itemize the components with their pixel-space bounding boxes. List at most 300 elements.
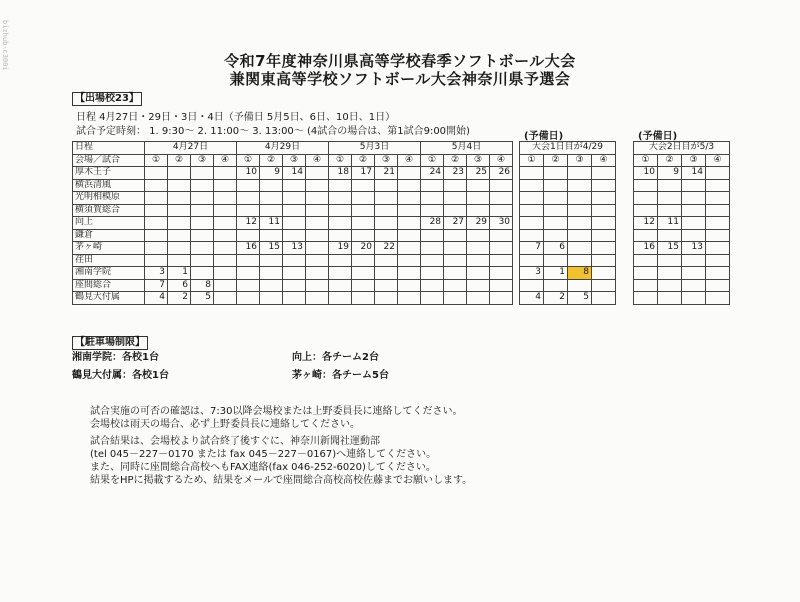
game-cell (421, 192, 444, 205)
table-row (73, 242, 513, 255)
game-cell (467, 267, 490, 280)
game-cell (168, 217, 191, 230)
game-mark: ② (444, 154, 467, 167)
game-cell (329, 179, 352, 192)
game-cell (490, 242, 513, 255)
game-cell (658, 279, 682, 292)
game-cell: 30 (490, 217, 513, 230)
game-cell (544, 217, 568, 230)
table-row (73, 254, 513, 267)
game-mark: ② (658, 154, 682, 167)
game-cell: 12 (634, 217, 658, 230)
game-cell (375, 217, 398, 230)
game-cell (421, 179, 444, 192)
game-cell (260, 254, 283, 267)
game-cell (260, 279, 283, 292)
game-cell (168, 167, 191, 180)
game-cell (352, 229, 375, 242)
game-cell (306, 192, 329, 205)
venue-name: 厚木王子 (73, 167, 145, 180)
game-cell: 21 (375, 167, 398, 180)
game-cell: 10 (237, 167, 260, 180)
game-cell: 1 (544, 267, 568, 280)
game-cell (682, 217, 706, 230)
table-row (73, 204, 513, 217)
game-cell (592, 254, 616, 267)
game-cell (490, 254, 513, 267)
parking-shonan: 湘南学院：各校1台 (72, 352, 159, 363)
game-cell (682, 204, 706, 217)
game-cell (706, 229, 730, 242)
game-cell (398, 217, 421, 230)
game-cell (375, 292, 398, 305)
game-cell (444, 229, 467, 242)
game-cell (283, 192, 306, 205)
game-cell (421, 204, 444, 217)
game-cell (592, 242, 616, 255)
game-mark: ④ (306, 154, 329, 167)
game-cell (398, 179, 421, 192)
game-cell (544, 254, 568, 267)
game-cell (329, 267, 352, 280)
game-cell: 22 (375, 242, 398, 255)
game-cell (682, 279, 706, 292)
game-cell (398, 292, 421, 305)
game-cell (237, 204, 260, 217)
game-cell (658, 229, 682, 242)
game-mark: ② (168, 154, 191, 167)
game-cell: 6 (544, 242, 568, 255)
game-mark: ① (421, 154, 444, 167)
game-cell: 10 (634, 167, 658, 180)
game-cell (145, 179, 168, 192)
game-cell (214, 267, 237, 280)
game-cell (490, 179, 513, 192)
game-cell: 8 (568, 267, 592, 280)
schedule-line: 日程 4月27日・29日・3日・4日（予備日 5月5日、6日、10日、1日） (76, 112, 396, 123)
table-row (73, 167, 513, 180)
game-cell (544, 204, 568, 217)
game-cell: 19 (329, 242, 352, 255)
game-mark: ③ (375, 154, 398, 167)
game-cell (214, 279, 237, 292)
venue-name: 鶴見大付属 (73, 292, 145, 305)
game-cell (634, 279, 658, 292)
table-row (520, 167, 616, 180)
game-cell: 28 (421, 217, 444, 230)
game-cell (592, 267, 616, 280)
game-cell: 11 (658, 217, 682, 230)
venue-name: 光明相模原 (73, 192, 145, 205)
date-header: 4月27日 (145, 142, 237, 155)
game-cell: 13 (283, 242, 306, 255)
venue-name: 横浜清風 (73, 179, 145, 192)
game-cell (306, 254, 329, 267)
game-cell: 27 (444, 217, 467, 230)
game-cell (520, 254, 544, 267)
table-row (634, 179, 730, 192)
table-row (73, 192, 513, 205)
game-cell: 2 (168, 292, 191, 305)
table-row (520, 267, 616, 280)
game-cell: 14 (682, 167, 706, 180)
game-cell (283, 204, 306, 217)
game-cell: 16 (237, 242, 260, 255)
game-cell (260, 179, 283, 192)
game-cell (568, 192, 592, 205)
game-cell (544, 192, 568, 205)
game-cell (682, 229, 706, 242)
game-cell (191, 192, 214, 205)
table-row (520, 229, 616, 242)
title-line-2: 兼関東高等学校ソフトボール大会神奈川県予選会 (229, 70, 571, 88)
game-cell (490, 267, 513, 280)
table-row (520, 279, 616, 292)
game-cell (592, 279, 616, 292)
note-line-6: 結果をHPに掲載するため、結果をメールで座間総合高校高校佐藤までお願いします。 (90, 475, 473, 486)
table-row (73, 279, 513, 292)
row-label-header: 日程 (73, 142, 145, 155)
game-cell (237, 267, 260, 280)
table-row (520, 217, 616, 230)
game-cell (260, 192, 283, 205)
game-cell (260, 292, 283, 305)
game-cell: 16 (634, 242, 658, 255)
note-line-5: また、同時に座間総合高校へもFAX連絡(fax 046-252-6020)してください。 (90, 462, 436, 473)
game-cell (520, 217, 544, 230)
venue-header: 会場／試合 (73, 154, 145, 167)
table-row (634, 229, 730, 242)
game-cell (634, 204, 658, 217)
game-cell (375, 204, 398, 217)
table-row (634, 192, 730, 205)
game-cell (329, 204, 352, 217)
game-cell: 24 (421, 167, 444, 180)
venue-name: 茅ヶ崎 (73, 242, 145, 255)
game-cell (214, 242, 237, 255)
note-line-3: 試合結果は、会場校より試合終了後すぐに、神奈川新聞社運動部 (90, 436, 380, 447)
game-cell (375, 279, 398, 292)
game-cell (283, 217, 306, 230)
game-mark: ② (352, 154, 375, 167)
table-row (520, 254, 616, 267)
table-row (634, 204, 730, 217)
game-cell (237, 292, 260, 305)
game-cell (467, 229, 490, 242)
table-row (73, 179, 513, 192)
game-cell (444, 267, 467, 280)
game-cell (191, 267, 214, 280)
table-row (634, 242, 730, 255)
game-cell (329, 229, 352, 242)
spare-day-label-2: (予備日) (638, 131, 678, 142)
game-cell (306, 292, 329, 305)
game-cell (421, 254, 444, 267)
table-row (520, 192, 616, 205)
game-cell (145, 167, 168, 180)
game-cell (168, 204, 191, 217)
game-cell (467, 242, 490, 255)
table-row (73, 292, 513, 305)
game-cell (191, 204, 214, 217)
game-cell: 4 (520, 292, 544, 305)
game-cell (490, 279, 513, 292)
game-cell (706, 279, 730, 292)
game-cell (237, 179, 260, 192)
game-cell (398, 204, 421, 217)
game-cell (398, 167, 421, 180)
game-cell (421, 242, 444, 255)
game-cell (568, 217, 592, 230)
game-cell (283, 179, 306, 192)
game-cell (168, 192, 191, 205)
game-cell (306, 179, 329, 192)
game-cell (214, 204, 237, 217)
game-cell (682, 179, 706, 192)
game-cell (352, 204, 375, 217)
game-cell (398, 242, 421, 255)
table-row (634, 217, 730, 230)
game-cell: 2 (544, 292, 568, 305)
game-cell (398, 229, 421, 242)
game-cell (682, 254, 706, 267)
game-cell (214, 167, 237, 180)
game-cell (375, 229, 398, 242)
game-cell (706, 267, 730, 280)
table-row (634, 254, 730, 267)
game-cell (329, 279, 352, 292)
table-row (520, 179, 616, 192)
title-line-1: 令和7年度神奈川県高等学校春季ソフトボール大会 (224, 52, 576, 70)
game-cell: 17 (352, 167, 375, 180)
participants-label: 【出場校23】 (72, 92, 142, 106)
venue-name: 鎌倉 (73, 229, 145, 242)
game-cell (706, 254, 730, 267)
game-cell: 7 (520, 242, 544, 255)
game-cell (568, 229, 592, 242)
game-cell: 5 (568, 292, 592, 305)
game-cell (421, 279, 444, 292)
game-cell (568, 254, 592, 267)
spare-date-header: 大会2日目が5/3 (634, 142, 730, 155)
game-cell (237, 192, 260, 205)
game-cell (214, 292, 237, 305)
game-cell (260, 204, 283, 217)
parking-label: 【駐車場制限】 (72, 336, 148, 350)
game-cell (467, 179, 490, 192)
game-cell: 9 (658, 167, 682, 180)
game-cell (544, 167, 568, 180)
game-cell: 26 (490, 167, 513, 180)
game-cell (145, 229, 168, 242)
game-cell (191, 179, 214, 192)
game-cell (145, 204, 168, 217)
game-cell: 4 (145, 292, 168, 305)
game-cell (421, 267, 444, 280)
game-cell: 3 (520, 267, 544, 280)
game-cell (444, 179, 467, 192)
spare-day-label-1: (予備日) (524, 131, 564, 142)
game-cell: 18 (329, 167, 352, 180)
game-cell (398, 267, 421, 280)
venue-name: 横須賀総合 (73, 204, 145, 217)
game-cell: 29 (467, 217, 490, 230)
game-cell (329, 292, 352, 305)
spare-date-header: 大会1日目が4/29 (520, 142, 616, 155)
spare-day-table-1 (519, 141, 616, 305)
game-cell (706, 292, 730, 305)
game-cell (658, 267, 682, 280)
game-cell (329, 217, 352, 230)
game-cell (168, 179, 191, 192)
game-cell: 5 (191, 292, 214, 305)
game-cell (568, 167, 592, 180)
game-mark: ④ (490, 154, 513, 167)
game-cell (682, 292, 706, 305)
game-cell: 23 (444, 167, 467, 180)
game-cell (658, 204, 682, 217)
parking-tsurumi: 鶴見大付属：各校1台 (72, 370, 169, 381)
game-cell: 20 (352, 242, 375, 255)
game-cell (706, 179, 730, 192)
game-cell (520, 204, 544, 217)
game-cell (398, 254, 421, 267)
table-row (520, 292, 616, 305)
game-mark: ③ (467, 154, 490, 167)
game-cell (283, 279, 306, 292)
game-cell (444, 292, 467, 305)
game-mark: ① (634, 154, 658, 167)
game-cell (467, 192, 490, 205)
game-mark: ② (544, 154, 568, 167)
game-cell (329, 254, 352, 267)
game-cell (706, 167, 730, 180)
game-cell (145, 254, 168, 267)
note-line-4: (tel 045－227－0170 または fax 045－227－0167)へ連絡してください。 (90, 449, 437, 460)
game-cell (444, 279, 467, 292)
game-cell (214, 254, 237, 267)
game-cell (191, 167, 214, 180)
game-mark: ④ (214, 154, 237, 167)
game-cell (352, 279, 375, 292)
game-cell (592, 167, 616, 180)
game-cell (706, 204, 730, 217)
game-cell (520, 192, 544, 205)
game-mark: ① (520, 154, 544, 167)
game-cell (520, 179, 544, 192)
game-cell (237, 279, 260, 292)
game-cell: 6 (168, 279, 191, 292)
game-cell (592, 292, 616, 305)
game-cell (352, 292, 375, 305)
game-cell (283, 267, 306, 280)
game-cell: 14 (283, 167, 306, 180)
game-cell (421, 229, 444, 242)
table-row (520, 204, 616, 217)
game-cell (682, 192, 706, 205)
game-cell (658, 179, 682, 192)
game-cell (260, 229, 283, 242)
game-cell (145, 242, 168, 255)
parking-kojo: 向上：各チーム2台 (292, 352, 379, 363)
game-cell (634, 292, 658, 305)
game-cell (214, 179, 237, 192)
game-cell (520, 167, 544, 180)
game-cell (467, 254, 490, 267)
game-mark: ④ (706, 154, 730, 167)
game-cell (592, 217, 616, 230)
game-cell (634, 192, 658, 205)
game-cell (682, 267, 706, 280)
table-row (520, 242, 616, 255)
game-cell (283, 292, 306, 305)
game-cell: 7 (145, 279, 168, 292)
game-cell (634, 229, 658, 242)
game-cell (375, 267, 398, 280)
game-cell: 11 (260, 217, 283, 230)
game-cell (490, 229, 513, 242)
game-cell (520, 229, 544, 242)
game-cell (260, 267, 283, 280)
game-cell (421, 292, 444, 305)
game-cell (592, 179, 616, 192)
start-times-line: 試合予定時刻： 1. 9:30～ 2. 11:00～ 3. 13:00～ (4試合の場合は、第1試合9:00開始) (76, 126, 470, 137)
game-cell: 8 (191, 279, 214, 292)
date-header: 5月4日 (421, 142, 513, 155)
game-cell (592, 229, 616, 242)
game-cell (444, 192, 467, 205)
game-cell (168, 229, 191, 242)
game-cell (283, 254, 306, 267)
table-row (634, 279, 730, 292)
game-cell (375, 192, 398, 205)
game-cell: 25 (467, 167, 490, 180)
table-row (634, 167, 730, 180)
game-cell (191, 217, 214, 230)
game-mark: ① (329, 154, 352, 167)
game-cell (706, 192, 730, 205)
table-row (634, 292, 730, 305)
game-cell (634, 179, 658, 192)
venue-name: 湘南学院 (73, 267, 145, 280)
game-cell (214, 229, 237, 242)
game-mark: ④ (592, 154, 616, 167)
venue-name: 向上 (73, 217, 145, 230)
game-cell: 15 (260, 242, 283, 255)
game-cell (375, 254, 398, 267)
game-cell (306, 217, 329, 230)
game-cell (306, 267, 329, 280)
table-row (73, 267, 513, 280)
game-cell (352, 179, 375, 192)
game-cell (352, 217, 375, 230)
date-header: 5月3日 (329, 142, 421, 155)
game-cell (658, 292, 682, 305)
game-cell (634, 254, 658, 267)
game-cell (568, 179, 592, 192)
game-cell (306, 229, 329, 242)
game-cell (168, 242, 191, 255)
game-cell (145, 192, 168, 205)
game-mark: ③ (682, 154, 706, 167)
game-cell (658, 254, 682, 267)
game-mark: ① (237, 154, 260, 167)
game-cell (658, 192, 682, 205)
game-cell (467, 204, 490, 217)
game-cell (544, 179, 568, 192)
game-cell: 13 (682, 242, 706, 255)
game-cell (490, 192, 513, 205)
